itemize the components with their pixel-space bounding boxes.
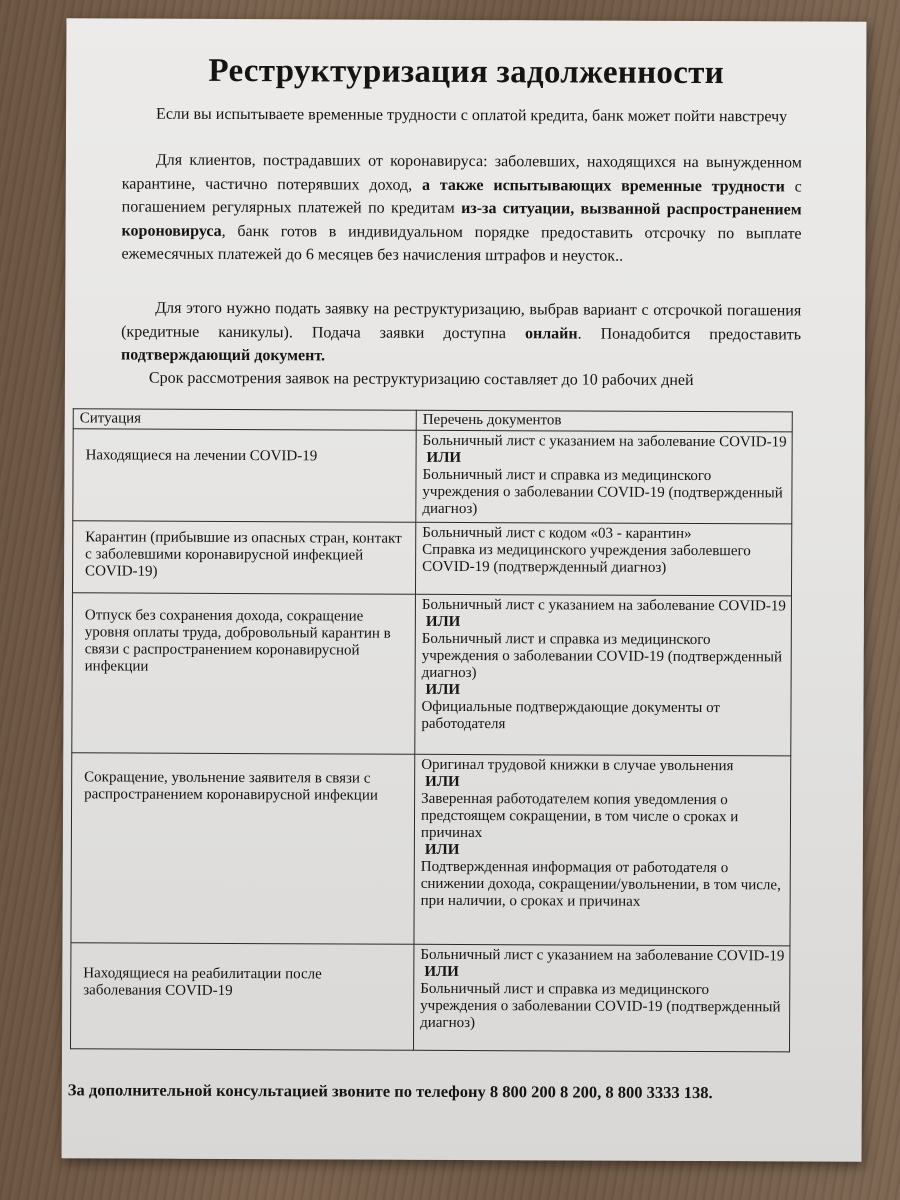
application-bold-document: подтверждающий документ.	[120, 346, 326, 365]
or-label: ИЛИ	[424, 963, 459, 980]
document-item: Официальные подтверждающие документы от работодателя	[421, 698, 721, 733]
clients-bold-1: а также испытывающих временные трудности	[421, 176, 785, 195]
clients-text-2: с погашением регулярных платежей по кредитам	[121, 177, 802, 217]
table-row	[73, 429, 792, 524]
or-label: ИЛИ	[425, 773, 460, 790]
clients-text-3: , банк готов в индивидуальном порядке предоставить отсрочку по выплате ежемесячных платежей до 6 месяцев без начисления штрафов и неусток..	[121, 222, 802, 265]
intro-text: Если вы испытываете временные трудности с оплатой кредита, банк может пойти навстречу	[156, 105, 788, 126]
document-item: Оригинал трудовой книжки в случае увольнения	[421, 756, 734, 775]
application-paragraph	[121, 297, 801, 370]
application-bold-online: онлайн	[524, 324, 578, 342]
document-item: Больничный лист с указанием на заболевание COVID-19	[422, 432, 787, 451]
document-item: Справка из медицинского учреждения заболевшего COVID-19 (подтвержденный диагноз)	[422, 541, 751, 576]
situation-cell: Находящиеся на лечении COVID-19	[73, 429, 416, 522]
document-item: Больничный лист с кодом «03 - карантин»	[422, 524, 692, 542]
document-title: Реструктуризация задолженности	[208, 52, 725, 92]
documents-cell	[415, 594, 792, 756]
document-item: Больничный лист с указанием на заболевание COVID-19	[421, 596, 786, 615]
clients-bold-2: из-за ситуации, вызванной распространением короновируса	[121, 199, 802, 240]
or-label: ИЛИ	[424, 841, 460, 858]
document-item: Заверенная работодателем копия уведомления о предстоящем сокращении, в том числе о сроках и причинах	[420, 790, 739, 842]
situation-cell: Сокращение, увольнение заявителя в связи с распространением коронавирусной инфекции	[71, 753, 415, 944]
or-label: ИЛИ	[426, 449, 462, 466]
or-label: ИЛИ	[425, 681, 461, 698]
intro-paragraph	[122, 103, 802, 129]
clients-paragraph	[121, 149, 802, 269]
situation-cell: Находящиеся на реабилитации после заболевания COVID-19	[70, 943, 413, 1050]
documents-cell	[414, 754, 791, 946]
document-item: Больничный лист и справка из медицинского учреждения о заболевании COVID-19 (подтвержденный диагноз)	[421, 630, 783, 682]
documents-cell	[415, 522, 791, 596]
table-row	[71, 753, 791, 946]
situation-cell: Карантин (прибывшие из опасных стран, контакт с заболевшими коронавирусной инфекцией COVID-19)	[72, 521, 415, 594]
document-item: Больничный лист и справка из медицинского учреждения о заболевании COVID-19 (подтвержденный диагноз)	[420, 980, 781, 1032]
documents-cell	[416, 430, 792, 524]
situation-cell: Отпуск без сохранения дохода, сокращение уровня оплаты труда, добровольный карантин в связи с распространением коронавирусной инфекции	[72, 593, 416, 754]
table-row	[72, 521, 791, 596]
header-documents: Перечень документов	[416, 410, 792, 432]
document-item: Больничный лист с указанием на заболевание COVID-19	[420, 946, 785, 965]
header-situation: Ситуация	[73, 409, 416, 430]
document-item: Подтвержденная информация от работодателя о снижении дохода, сокращении/увольнении, в том числе, при наличии, о сроках и причинах	[420, 858, 781, 910]
application-text-2: . Понадобится предоставить	[577, 324, 802, 343]
review-term-paragraph: Срок рассмотрения заявок на реструктуризацию составляет до 10 рабочих дней	[148, 369, 694, 389]
paper-sheet	[62, 18, 867, 1161]
documents-table	[70, 408, 793, 1052]
document-item: Больничный лист и справка из медицинского учреждения о заболевании COVID-19 (подтвержденный диагноз)	[422, 466, 783, 518]
contact-footer: За дополнительной консультацией звоните по телефону 8 800 200 8 200, 8 800 3333 138.	[67, 1080, 713, 1103]
documents-cell	[413, 944, 789, 1052]
application-text-1: Для этого нужно подать заявку на реструктуризацию, выбрав вариант с отсрочкой погашения (кредитные каникулы). Подача заявки доступна	[121, 299, 802, 342]
table-row	[70, 943, 789, 1052]
clients-text-1: Для клиентов, пострадавших от коронавируса: заболевших, находящихся на вынужденном карантине, частично потерявших доход,	[121, 151, 802, 194]
or-label: ИЛИ	[425, 613, 461, 630]
table-row	[72, 593, 792, 756]
